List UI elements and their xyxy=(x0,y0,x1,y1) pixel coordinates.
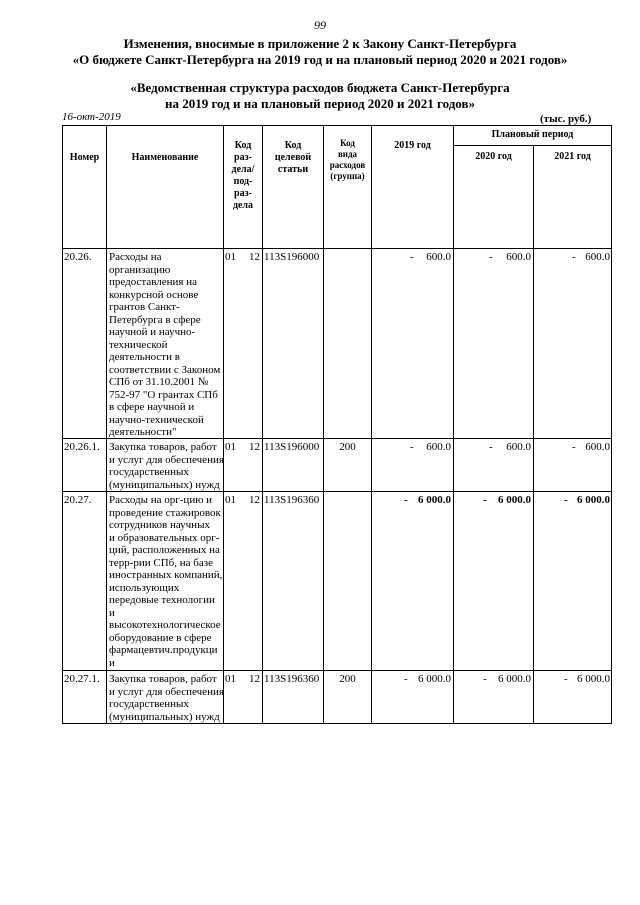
row-section: 01 xyxy=(225,441,236,453)
page-number: 99 xyxy=(314,18,326,32)
row-2020-value: 600.0 xyxy=(506,251,531,263)
row-2021-dash: - xyxy=(564,494,568,506)
row-type: 200 xyxy=(339,441,356,453)
row-name: Расходы на орг-цию и проведение стажировок сотрудников научных и образовательных орг- ций, расположенных на терр-рии СПб, на базе иностранных компаний, использующих передовые технологии и высокотехнологическое оборудование в сфере фармацевтич.продукци и xyxy=(109,494,223,669)
header-type: Код вида расходов (группа) xyxy=(329,138,366,181)
row-subsection: 12 xyxy=(249,494,260,506)
row-target: 113S196360 xyxy=(264,494,320,506)
row-target: 113S196000 xyxy=(264,441,320,453)
row-2019-dash: - xyxy=(404,673,408,685)
row-subsection: 12 xyxy=(249,441,260,453)
row-subsection: 12 xyxy=(249,673,260,685)
row-2021-dash: - xyxy=(572,251,576,263)
row-2020-value: 6 000.0 xyxy=(498,494,531,506)
header-number: Номер xyxy=(69,152,100,163)
row-2020-value: 6 000.0 xyxy=(498,673,531,685)
row-2021-value: 600.0 xyxy=(585,441,610,453)
row-2019-value: 6 000.0 xyxy=(418,494,451,506)
row-2019-value: 6 000.0 xyxy=(418,673,451,685)
header-target: Код целевой статьи xyxy=(274,140,312,175)
row-2021-value: 6 000.0 xyxy=(577,673,610,685)
row-target: 113S196000 xyxy=(264,251,320,263)
row-number: 20.26.1. xyxy=(64,441,100,453)
row-subsection: 12 xyxy=(249,251,260,263)
subtitle-line-1: «Ведомственная структура расходов бюджета Санкт-Петербурга xyxy=(130,80,510,95)
row-2020-value: 600.0 xyxy=(506,441,531,453)
row-2019-value: 600.0 xyxy=(426,251,451,263)
row-2020-dash: - xyxy=(483,494,487,506)
row-section: 01 xyxy=(225,494,236,506)
row-name: Закупка товаров, работ и услуг для обеспечения государственных (муниципальных) нужд xyxy=(109,441,224,491)
row-section: 01 xyxy=(225,673,236,685)
row-number: 20.26. xyxy=(64,251,92,263)
subtitle-line-2: на 2019 год и на плановый период 2020 и 2021 годов» xyxy=(164,96,475,111)
row-2021-value: 600.0 xyxy=(585,251,610,263)
header-section: Код раз- дела/ под- раз- дела xyxy=(231,140,255,211)
row-number: 20.27.1. xyxy=(64,673,100,685)
row-2020-dash: - xyxy=(489,251,493,263)
row-2020-dash: - xyxy=(489,441,493,453)
row-2019-dash: - xyxy=(410,251,414,263)
row-name: Расходы на организацию предоставления на конкурсной основе грантов Санкт- Петербурга в сфере научной и научно- технической деятельности в соответствии с Законом СПб от 31.10.2001 № 752-97 "О грантах СПб в сфере научной и научно-технической деятельности" xyxy=(109,251,221,438)
header-planned-period: Плановый период xyxy=(491,129,574,140)
row-2019-dash: - xyxy=(404,494,408,506)
row-type: 200 xyxy=(339,673,356,685)
row-target: 113S196360 xyxy=(264,673,320,685)
row-2019-dash: - xyxy=(410,441,414,453)
row-2021-dash: - xyxy=(572,441,576,453)
header-2019: 2019 год xyxy=(394,140,431,151)
header-2020: 2020 год xyxy=(475,151,512,162)
row-name: Закупка товаров, работ и услуг для обеспечения государственных (муниципальных) нужд xyxy=(109,673,224,723)
row-2021-value: 6 000.0 xyxy=(577,494,610,506)
row-2019-value: 600.0 xyxy=(426,441,451,453)
header-2021: 2021 год xyxy=(554,151,591,162)
row-2021-dash: - xyxy=(564,673,568,685)
header-name: Наименование xyxy=(131,152,199,163)
row-number: 20.27. xyxy=(64,494,92,506)
row-section: 01 xyxy=(225,251,236,263)
report-date: 16-окт-2019 xyxy=(62,111,121,123)
row-2020-dash: - xyxy=(483,673,487,685)
title-line-2: «О бюджете Санкт-Петербурга на 2019 год и на плановый период 2020 и 2021 годов» xyxy=(72,52,568,67)
title-line-1: Изменения, вносимые в приложение 2 к Закону Санкт-Петербурга xyxy=(123,36,517,51)
units-label: (тыс. руб.) xyxy=(540,113,592,125)
